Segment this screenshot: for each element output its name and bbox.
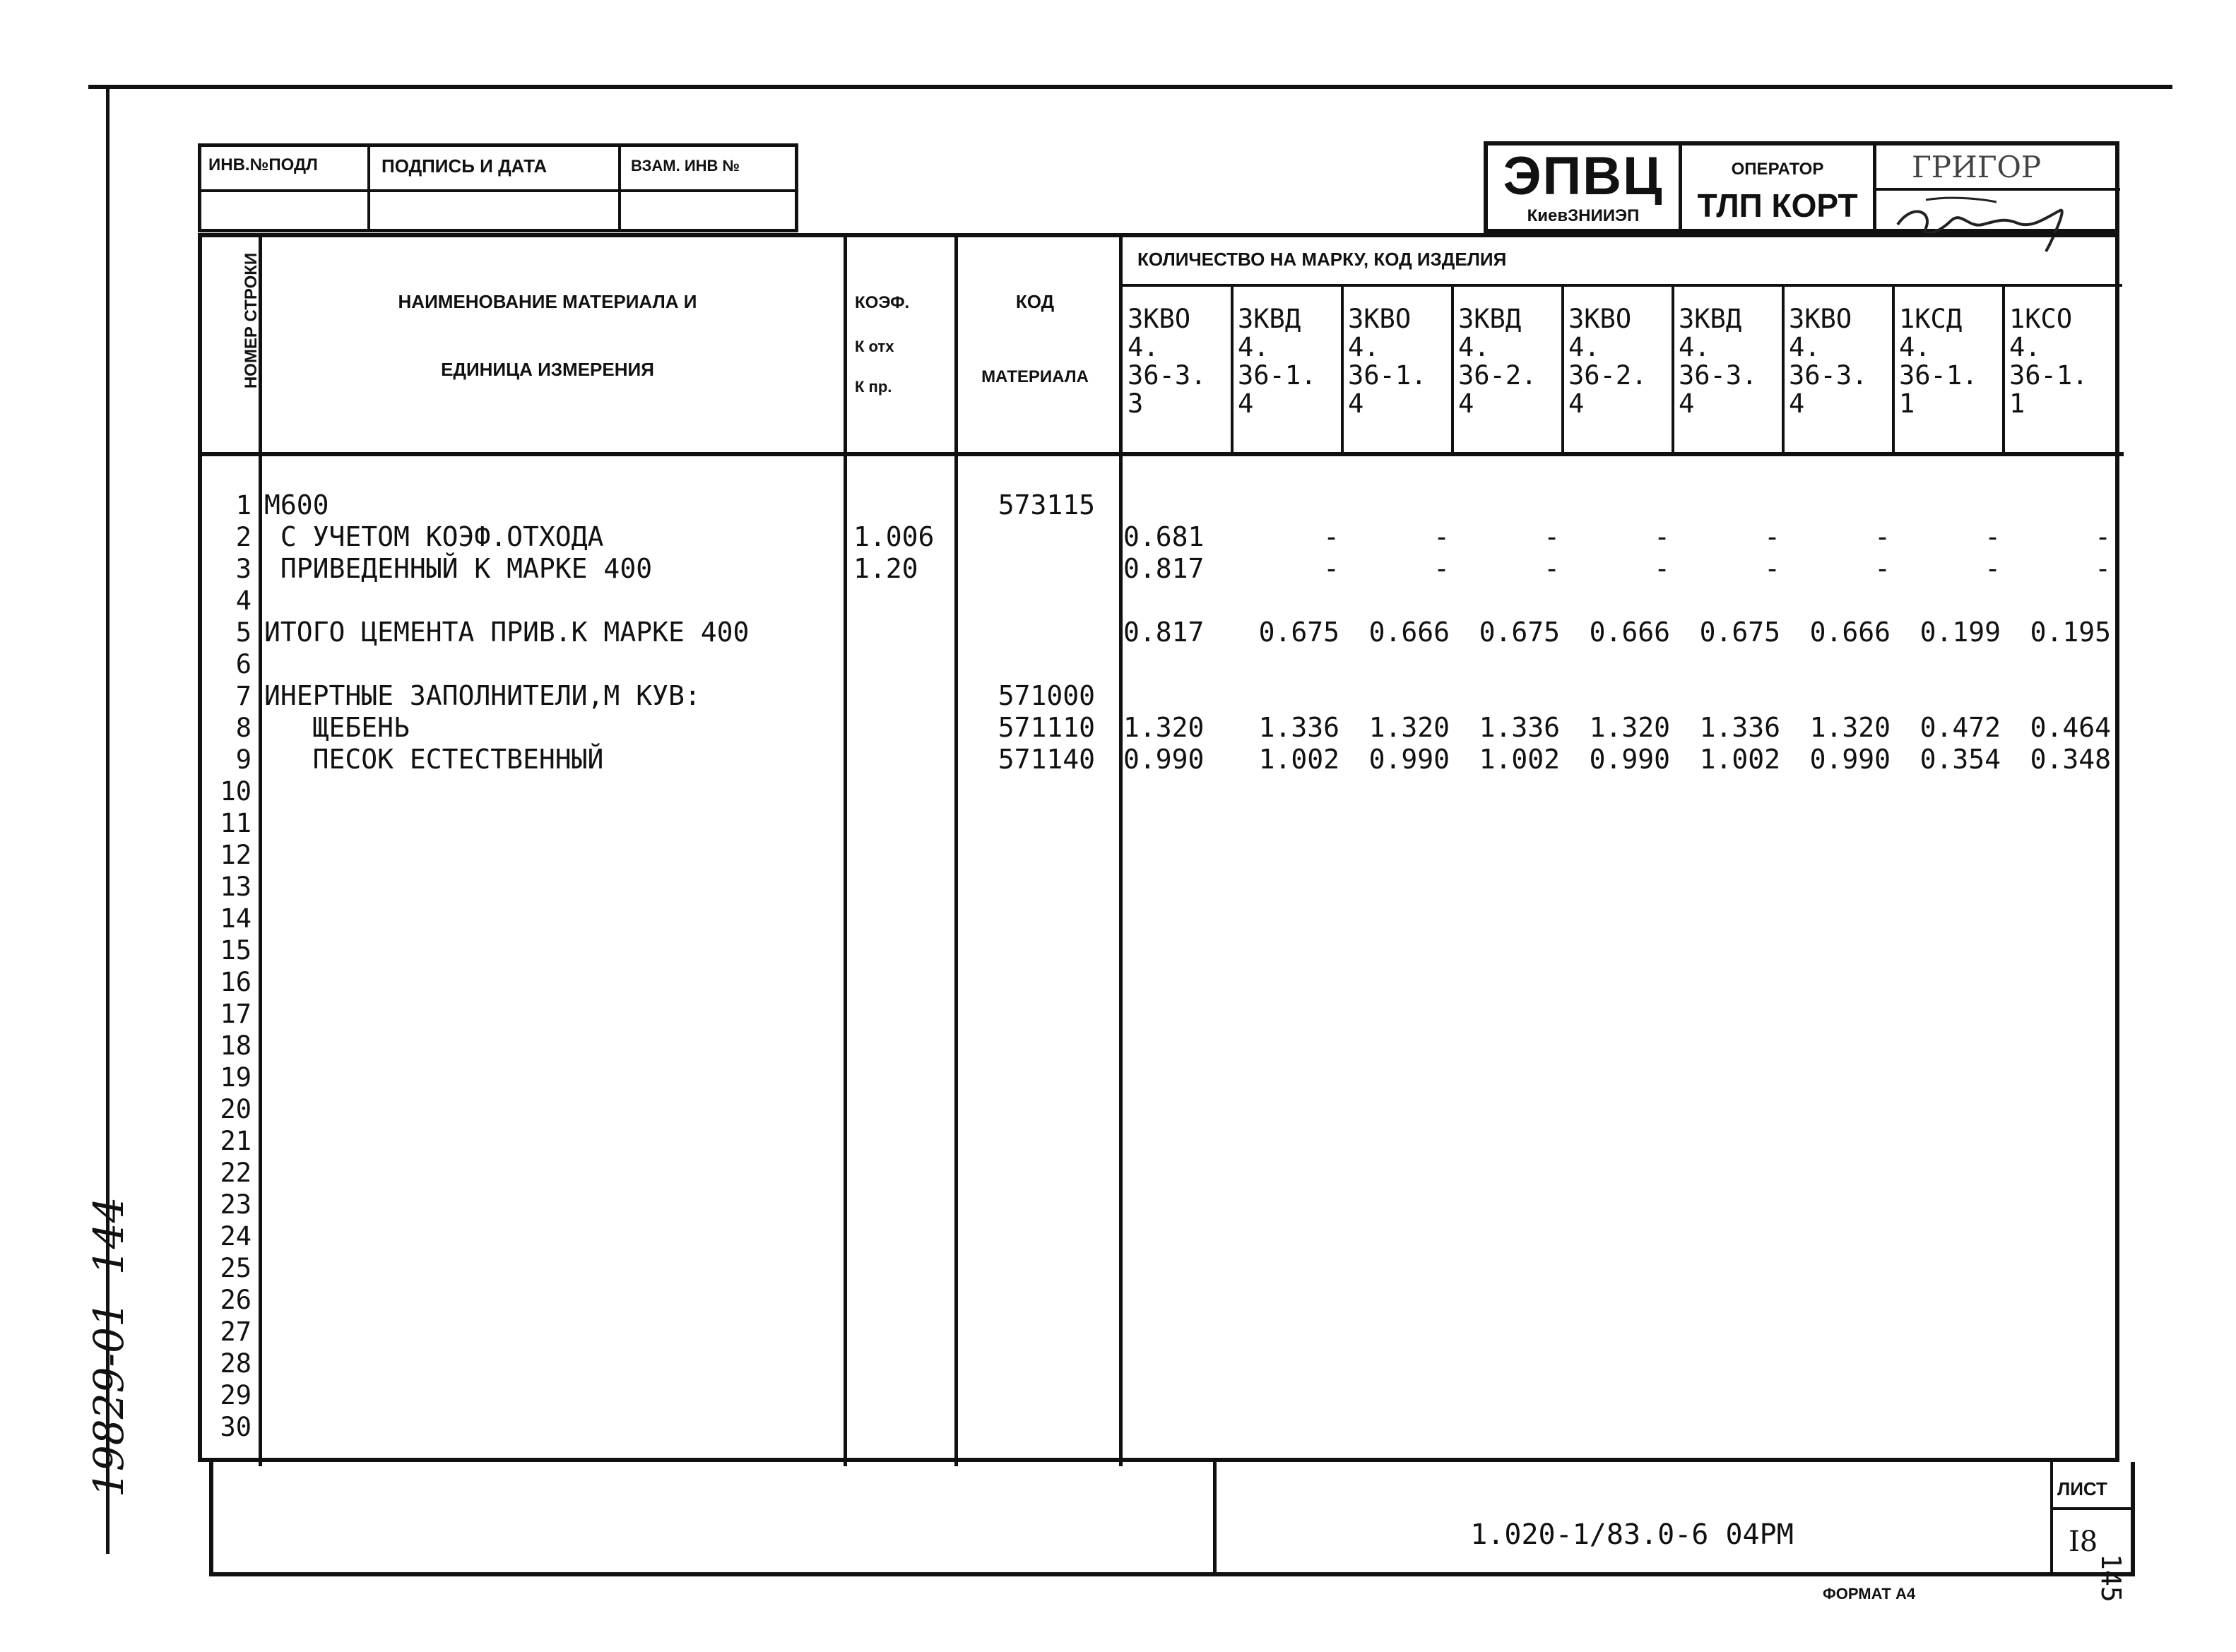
- qty-value: 0.666: [1589, 617, 1670, 648]
- vzam-inv-label: ВЗАМ. ИНВ №: [631, 157, 740, 174]
- mark-header-6: 3КВД 4. 36-3. 4: [1679, 304, 1758, 419]
- sheet-number: I8: [2069, 1526, 2098, 1558]
- qty-value: -: [1654, 521, 1670, 552]
- mark-header-9: 1КСО 4. 36-1. 1: [2009, 304, 2088, 419]
- qty-value: -: [1764, 521, 1780, 552]
- qty-value: 0.666: [1809, 617, 1891, 648]
- material-coef: 1.20: [853, 553, 918, 584]
- qty-value: -: [1764, 553, 1780, 584]
- qty-value: 0.817: [1123, 553, 1205, 584]
- mark-header-5: 3КВО 4. 36-2. 4: [1568, 304, 1648, 419]
- header-code-line2: МАТЕРИАЛА: [981, 367, 1089, 386]
- row-number: 18: [220, 1030, 252, 1061]
- mark-header-8: 1КСД 4. 36-1. 1: [1899, 304, 1978, 419]
- qty-value: 1.002: [1258, 744, 1339, 775]
- row-number: 17: [220, 999, 252, 1029]
- qty-value: 1.002: [1479, 744, 1560, 775]
- page-number: 145: [2095, 1554, 2126, 1603]
- format-label: ФОРМАТ А4: [1823, 1585, 1916, 1603]
- qty-value: -: [1984, 553, 2001, 584]
- qty-value: 0.675: [1479, 617, 1560, 648]
- material-code: 571110: [998, 712, 1095, 743]
- podpis-data-label: ПОДПИСЬ И ДАТА: [381, 155, 548, 177]
- qty-value: -: [1323, 521, 1339, 552]
- org-main-label: ЭПВЦ: [1503, 146, 1664, 206]
- material-code: 571000: [998, 680, 1095, 711]
- qty-value: -: [1874, 553, 1891, 584]
- row-number: 8: [235, 713, 252, 743]
- header-coef-line2: К отх: [855, 338, 894, 355]
- material-name: ПРИВЕДЕННЫЙ К МАРКЕ 400: [264, 553, 653, 584]
- row-number: 2: [235, 522, 252, 552]
- row-number: 19: [220, 1062, 252, 1093]
- qty-value: 1.320: [1368, 712, 1450, 743]
- material-code: 571140: [998, 744, 1095, 775]
- qty-value: 0.675: [1699, 617, 1780, 648]
- margin-note: 19829-01 144: [85, 1196, 133, 1497]
- qty-value: 1.336: [1258, 712, 1339, 743]
- qty-value: 1.320: [1123, 712, 1205, 743]
- material-name: ИНЕРТНЫЕ ЗАПОЛНИТЕЛИ,М КУВ:: [264, 680, 701, 711]
- row-number: 4: [235, 586, 252, 616]
- row-number: 28: [220, 1348, 252, 1379]
- row-number: 22: [220, 1158, 252, 1188]
- qty-value: 1.336: [1479, 712, 1560, 743]
- row-number: 30: [220, 1412, 252, 1442]
- qty-value: 0.675: [1258, 617, 1339, 648]
- row-number: 13: [220, 872, 252, 902]
- qty-value: 0.348: [2030, 744, 2111, 775]
- qty-value: -: [1433, 553, 1450, 584]
- row-number: 21: [220, 1126, 252, 1156]
- material-name: С УЧЕТОМ КОЭФ.ОТХОДА: [264, 521, 604, 552]
- material-coef: 1.006: [853, 521, 935, 552]
- org-sub-label: КиевЗНИИЭП: [1527, 206, 1640, 225]
- row-number: 27: [220, 1317, 252, 1347]
- header-code-line1: КОД: [1015, 291, 1055, 312]
- header-quantity: КОЛИЧЕСТВО НА МАРКУ, КОД ИЗДЕЛИЯ: [1137, 249, 1507, 270]
- qty-value: -: [1874, 521, 1891, 552]
- header-name-line1: НАИМЕНОВАНИЕ МАТЕРИАЛА И: [398, 291, 697, 312]
- mark-header-1: 3КВО 4. 36-3. 3: [1128, 304, 1207, 419]
- mark-header-7: 3КВО 4. 36-3. 4: [1789, 304, 1868, 419]
- stamp-top-right: [1484, 141, 2119, 233]
- row-number: 24: [220, 1221, 252, 1252]
- qty-value: 0.666: [1368, 617, 1450, 648]
- qty-value: -: [1323, 553, 1339, 584]
- row-number: 16: [220, 967, 252, 997]
- material-name: ПЕСОК ЕСТЕСТВЕННЫЙ: [264, 744, 604, 775]
- qty-value: -: [1544, 521, 1560, 552]
- qty-value: 0.990: [1809, 744, 1891, 775]
- row-number: 5: [235, 617, 252, 648]
- qty-value: 1.336: [1699, 712, 1780, 743]
- qty-value: -: [1544, 553, 1560, 584]
- operator-label: ОПЕРАТОР: [1731, 160, 1824, 179]
- row-number: 7: [235, 681, 252, 711]
- row-number: 3: [235, 554, 252, 584]
- operator-value: ТЛП КОРТ: [1697, 187, 1858, 224]
- mark-header-3: 3КВО 4. 36-1. 4: [1348, 304, 1427, 419]
- qty-value: -: [1654, 553, 1670, 584]
- qty-value: 1.320: [1809, 712, 1891, 743]
- material-name: M600: [264, 489, 329, 521]
- row-number: 23: [220, 1189, 252, 1220]
- row-number: 15: [220, 935, 252, 965]
- row-number: 14: [220, 903, 252, 934]
- qty-value: -: [2095, 553, 2111, 584]
- qty-value: -: [1433, 521, 1450, 552]
- qty-value: 1.002: [1699, 744, 1780, 775]
- qty-value: 0.990: [1589, 744, 1670, 775]
- qty-value: 0.464: [2030, 712, 2111, 743]
- operator-name: ГРИГОР: [1912, 150, 2042, 184]
- mark-header-2: 3КВД 4. 36-1. 4: [1238, 304, 1317, 419]
- material-name: ИТОГО ЦЕМЕНТА ПРИВ.К МАРКЕ 400: [264, 617, 750, 648]
- row-number: 12: [220, 840, 252, 870]
- qty-value: 0.472: [1919, 712, 2001, 743]
- row-number: 9: [235, 744, 252, 775]
- header-coef-line1: КОЭФ.: [855, 293, 910, 312]
- header-coef-line3: К пр.: [855, 378, 892, 396]
- row-number: 25: [220, 1253, 252, 1283]
- sheet-label: ЛИСТ: [2057, 1478, 2107, 1499]
- qty-value: 0.990: [1368, 744, 1450, 775]
- qty-value: 0.817: [1123, 617, 1205, 648]
- row-number: 20: [220, 1094, 252, 1124]
- doc-code: 1.020-1/83.0-6 04PM: [1470, 1519, 1794, 1551]
- row-number: 1: [235, 490, 252, 521]
- header-name-line2: ЕДИНИЦА ИЗМЕРЕНИЯ: [441, 359, 654, 380]
- stamp-top-left: [198, 143, 798, 232]
- mark-header-4: 3КВД 4. 36-2. 4: [1458, 304, 1537, 419]
- qty-value: 0.199: [1919, 617, 2001, 648]
- row-number: 6: [235, 649, 252, 679]
- qty-value: 0.990: [1123, 744, 1205, 775]
- row-number: 10: [220, 776, 252, 807]
- frame-top-line: [88, 85, 2172, 89]
- qty-value: -: [1984, 521, 2001, 552]
- qty-value: -: [2095, 521, 2111, 552]
- inv-podl-label: ИНВ.№ПОДЛ: [208, 155, 318, 174]
- material-code: 573115: [998, 489, 1095, 521]
- row-number: 26: [220, 1285, 252, 1315]
- row-number: 29: [220, 1380, 252, 1410]
- qty-value: 0.354: [1919, 744, 2001, 775]
- material-name: ЩЕБЕНЬ: [264, 712, 410, 743]
- header-row-number: НОМЕР СТРОКИ: [242, 252, 261, 389]
- qty-value: 1.320: [1589, 712, 1670, 743]
- qty-value: 0.195: [2030, 617, 2111, 648]
- row-number: 11: [220, 808, 252, 838]
- qty-value: 0.681: [1123, 521, 1205, 552]
